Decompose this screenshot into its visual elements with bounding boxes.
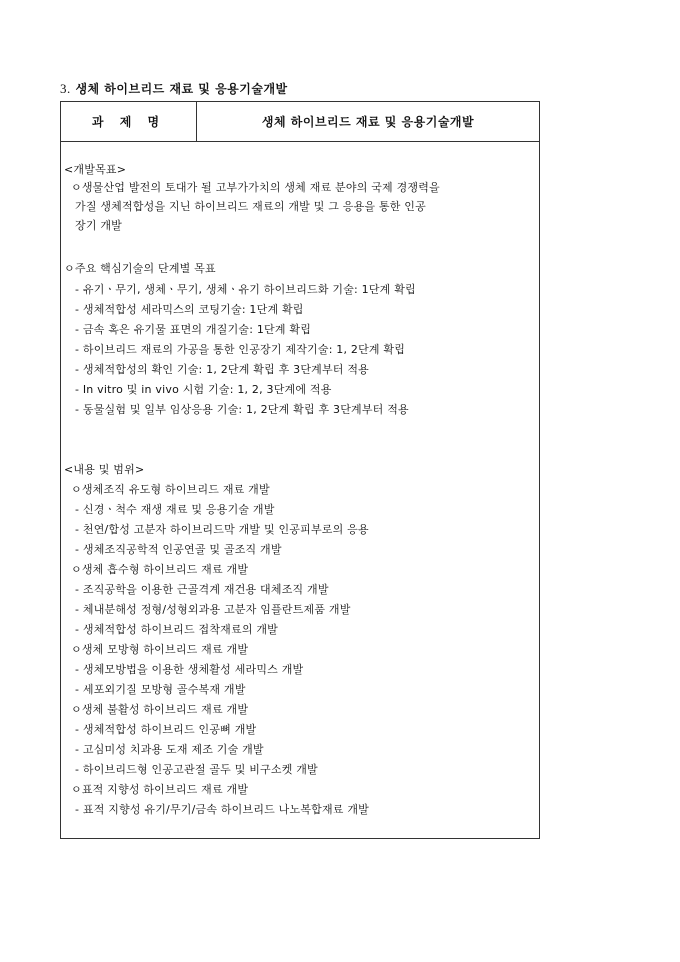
stage-item: - 금속 혹은 유기물 표면의 개질기술: 1단계 확립 — [75, 323, 312, 336]
scope-item: - 표적 지향성 유기/무기/금속 하이브리드 나노복합재료 개발 — [75, 803, 369, 816]
scope-item: - 생체적합성 하이브리드 접착재료의 개발 — [75, 623, 278, 636]
scope-item: - 하이브리드형 인공고관절 골두 및 비구소켓 개발 — [75, 763, 318, 776]
stage-item: - 생체적합성 세라믹스의 코팅기술: 1단계 확립 — [75, 303, 304, 316]
scope-heading: <내용 및 범위> — [64, 463, 145, 476]
scope-item: - 생체모방법을 이용한 생체활성 세라믹스 개발 — [75, 663, 304, 676]
scope-category: ㅇ표적 지향성 하이브리드 재료 개발 — [71, 783, 249, 796]
scope-item: - 신경ㆍ척수 재생 재료 및 응용기술 개발 — [75, 503, 275, 516]
stage-item: - 유기ㆍ무기, 생체ㆍ무기, 생체ㆍ유기 하이브리드화 기술: 1단계 확립 — [75, 283, 416, 296]
stage-item: - 생체적합성의 확인 기술: 1, 2단계 확립 후 3단계부터 적용 — [75, 363, 369, 376]
goals-heading: <개발목표> — [64, 163, 127, 176]
scope-item: - 고심미성 치과용 도재 제조 기술 개발 — [75, 743, 264, 756]
scope-item: - 체내분해성 정형/성형외과용 고분자 임플란트제품 개발 — [75, 603, 351, 616]
goals-line: 가질 생체적합성을 지닌 하이브리드 재료의 개발 및 그 응용을 통한 인공 — [75, 200, 426, 213]
scope-category: ㅇ생체 흡수형 하이브리드 재료 개발 — [71, 563, 249, 576]
scope-item: - 생체조직공학적 인공연골 및 골조직 개발 — [75, 543, 282, 556]
goals-line: 장기 개발 — [75, 219, 123, 232]
project-name-value: 생체 하이브리드 재료 및 응용기술개발 — [261, 115, 475, 129]
stage-item: - In vitro 및 in vivo 시험 기술: 1, 2, 3단계에 적용 — [75, 383, 332, 396]
scope-item: - 천연/합성 고분자 하이브리드막 개발 및 인공피부로의 응용 — [75, 523, 369, 536]
scope-category: ㅇ생체 불활성 하이브리드 재료 개발 — [71, 703, 249, 716]
table-body-cell — [61, 142, 539, 838]
section-number: 3. — [60, 81, 71, 96]
section-title — [60, 80, 288, 97]
stage-item: - 동물실험 및 일부 임상응용 기술: 1, 2단계 확립 후 3단계부터 적용 — [75, 403, 409, 416]
scope-item: - 생체적합성 하이브리드 인공뼈 개발 — [75, 723, 257, 736]
project-table — [60, 101, 540, 839]
table-header-row — [61, 102, 539, 142]
scope-item: - 세포외기질 모방형 골수복재 개발 — [75, 683, 246, 696]
section-title-text: 생체 하이브리드 재료 및 응용기술개발 — [75, 82, 288, 96]
scope-item: - 조직공학을 이용한 근골격계 재건용 대체조직 개발 — [75, 583, 329, 596]
project-name-label: 과 제 명 — [61, 102, 197, 141]
stages-heading: ㅇ주요 핵심기술의 단계별 목표 — [64, 262, 216, 275]
stage-item: - 하이브리드 재료의 가공을 통한 인공장기 제작기술: 1, 2단계 확립 — [75, 343, 406, 356]
scope-category: ㅇ생체 모방형 하이브리드 재료 개발 — [71, 643, 249, 656]
scope-category: ㅇ생체조직 유도형 하이브리드 재료 개발 — [71, 483, 270, 496]
goals-line: ㅇ생물산업 발전의 토대가 될 고부가가치의 생체 재료 분야의 국제 경쟁력을 — [71, 181, 440, 194]
